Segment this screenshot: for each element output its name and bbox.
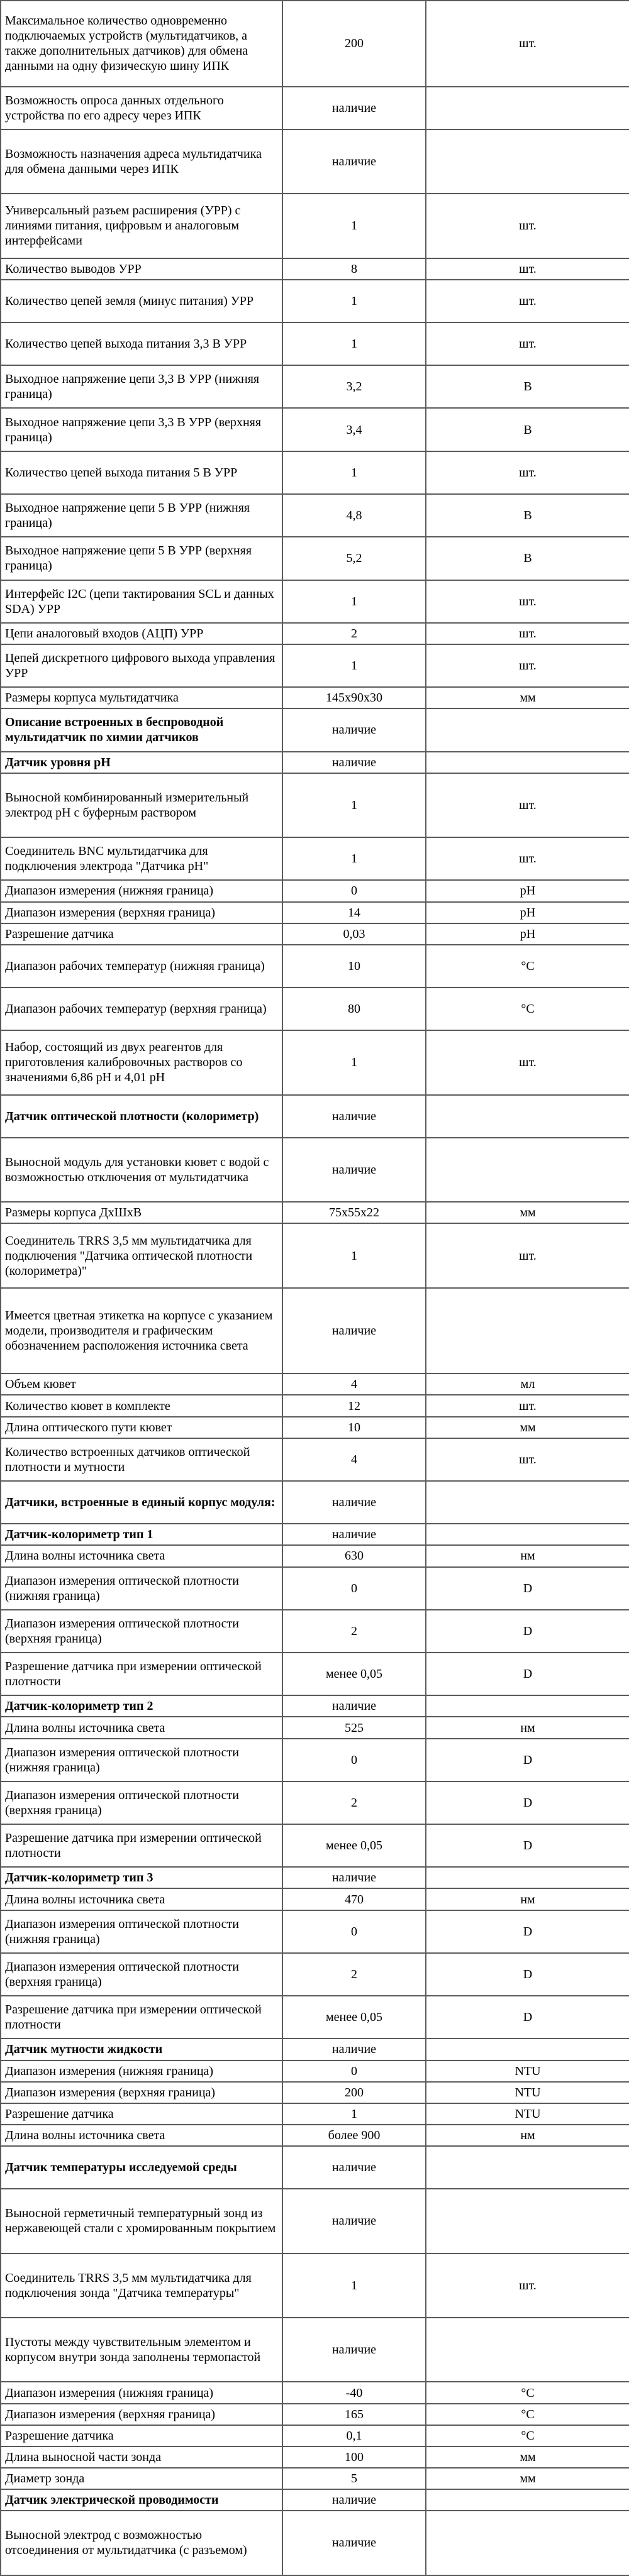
parameter-name-cell: Диапазон измерения оптической плотности (верхняя граница) [1,1610,282,1653]
parameter-unit-cell: В [426,494,629,537]
parameter-value-cell: наличие [282,1481,426,1524]
parameter-value-cell: 1 [282,1223,426,1287]
parameter-name-cell: Диапазон измерения оптической плотности (нижняя граница) [1,1910,282,1953]
parameter-name-cell: Количество кювет в комплекте [1,1395,282,1416]
parameter-name-cell: Цепи аналоговый входов (АЦП) УРР [1,623,282,644]
parameter-name-cell: Длина волны источника света [1,2125,282,2146]
parameter-unit-cell: нм [426,2125,629,2146]
parameter-unit-cell: D [426,1996,629,2039]
parameter-value-cell: 1 [282,1030,426,1094]
table-row [1,280,629,322]
parameter-name-cell: Диапазон измерения (верхняя граница) [1,2404,282,2425]
table-row [1,1781,629,1824]
parameter-unit-cell [426,708,629,751]
parameter-unit-cell: нм [426,1888,629,1910]
parameter-unit-cell: pH [426,880,629,901]
parameter-name-cell: Выносной комбинированный измерительный электрод pH с буферным раствором [1,773,282,837]
parameter-value-cell: 2 [282,623,426,644]
table-row [1,1030,629,1094]
table-row [1,1996,629,2039]
parameter-value-cell: 3,4 [282,408,426,451]
parameter-value-cell: 4 [282,1373,426,1395]
parameter-unit-cell: D [426,1739,629,1781]
parameter-value-cell: 630 [282,1545,426,1566]
parameter-unit-cell: D [426,1610,629,1653]
parameter-unit-cell [426,2039,629,2060]
parameter-value-cell: менее 0,05 [282,1824,426,1867]
parameter-value-cell: 1 [282,2103,426,2125]
parameter-value-cell: 3,2 [282,365,426,408]
parameter-unit-cell [426,2489,629,2511]
parameter-unit-cell: шт. [426,623,629,644]
table-row [1,945,629,988]
table-row [1,923,629,945]
parameter-unit-cell: NTU [426,2061,629,2082]
parameter-unit-cell [426,87,629,129]
parameter-value-cell: 1 [282,194,426,258]
parameter-unit-cell: NTU [426,2082,629,2103]
parameter-unit-cell: °C [426,2382,629,2403]
parameter-name-cell: Датчик уровня pH [1,752,282,773]
parameter-unit-cell: шт. [426,1395,629,1416]
table-row [1,2382,629,2403]
parameter-unit-cell: шт. [426,1,629,87]
table-row [1,1953,629,1996]
table-row [1,1888,629,1910]
parameter-name-cell: Количество цепей выхода питания 5 В УРР [1,451,282,494]
parameter-unit-cell: °C [426,945,629,988]
parameter-unit-cell: В [426,408,629,451]
table-row [1,1438,629,1481]
parameter-value-cell: наличие [282,129,426,194]
table-row [1,258,629,280]
parameter-value-cell: менее 0,05 [282,1996,426,2039]
table-row [1,2468,629,2489]
parameter-name-cell: Размеры корпуса ДхШхВ [1,1202,282,1223]
parameter-value-cell: 80 [282,988,426,1030]
parameter-unit-cell: D [426,1653,629,1695]
parameter-unit-cell [426,1095,629,1138]
parameter-unit-cell: шт. [426,322,629,365]
parameter-unit-cell: шт. [426,451,629,494]
parameter-unit-cell [426,2189,629,2253]
parameter-value-cell: наличие [282,87,426,129]
parameter-unit-cell [426,1138,629,1202]
parameter-name-cell: Возможность опроса данных отдельного устройства по его адресу через ИПК [1,87,282,129]
table-row [1,1395,629,1416]
parameter-name-cell: Диапазон измерения оптической плотности (верхняя граница) [1,1953,282,1996]
parameter-unit-cell: мм [426,1202,629,1223]
parameter-name-cell: Датчики, встроенные в единый корпус модуля: [1,1481,282,1524]
parameter-unit-cell [426,752,629,773]
parameter-unit-cell: мм [426,1417,629,1438]
parameter-name-cell: Соединитель TRRS 3,5 мм мультидатчика для подключения "Датчика оптической плотности (колориметра)" [1,1223,282,1287]
parameter-value-cell: более 900 [282,2125,426,2146]
parameter-unit-cell: шт. [426,1030,629,1094]
parameter-value-cell: 10 [282,945,426,988]
parameter-name-cell: Объем кювет [1,1373,282,1395]
parameter-value-cell: наличие [282,1695,426,1717]
parameter-value-cell: 1 [282,322,426,365]
parameter-name-cell: Датчик мутности жидкости [1,2039,282,2060]
table-row [1,2061,629,2082]
table-row [1,87,629,129]
section-header-row [1,1867,629,1888]
parameter-unit-cell: мм [426,2468,629,2489]
parameter-unit-cell: °C [426,2425,629,2447]
table-row [1,2103,629,2125]
spec-table-body [1,1,629,2575]
table-row [1,322,629,365]
parameter-unit-cell: D [426,1781,629,1824]
parameter-name-cell: Разрешение датчика при измерении оптической плотности [1,1824,282,1867]
parameter-unit-cell: NTU [426,2103,629,2125]
parameter-unit-cell [426,1867,629,1888]
table-row [1,2189,629,2253]
section-header-row [1,1095,629,1138]
table-row [1,2318,629,2382]
parameter-name-cell: Выходное напряжение цепи 3,3 В УРР (нижняя граница) [1,365,282,408]
table-row [1,537,629,580]
parameter-name-cell: Диапазон измерения (нижняя граница) [1,2061,282,2082]
parameter-name-cell: Количество встроенных датчиков оптической плотности и мутности [1,1438,282,1481]
parameter-name-cell: Датчик-колориметр тип 1 [1,1524,282,1545]
parameter-value-cell: наличие [282,2511,426,2575]
parameter-unit-cell: шт. [426,580,629,623]
parameter-value-cell: наличие [282,1288,426,1374]
section-header-row [1,1481,629,1524]
parameter-unit-cell: шт. [426,258,629,280]
parameter-unit-cell: нм [426,1545,629,1566]
table-row [1,880,629,901]
parameter-value-cell: 1 [282,773,426,837]
parameter-value-cell: 0,03 [282,923,426,945]
parameter-unit-cell: шт. [426,773,629,837]
parameter-unit-cell: шт. [426,837,629,880]
parameter-unit-cell: В [426,537,629,580]
parameter-name-cell: Пустоты между чувствительным элементом и корпусом внутри зонда заполнены термопастой [1,2318,282,2382]
parameter-unit-cell: шт. [426,280,629,322]
table-row [1,1653,629,1695]
parameter-name-cell: Разрешение датчика [1,923,282,945]
parameter-value-cell: 1 [282,580,426,623]
parameter-name-cell: Диаметр зонда [1,2468,282,2489]
table-row [1,1138,629,1202]
parameter-name-cell: Датчик электрической проводимости [1,2489,282,2511]
parameter-value-cell: 0 [282,1567,426,1610]
parameter-unit-cell: °C [426,988,629,1030]
section-header-row [1,2489,629,2511]
table-row [1,1223,629,1287]
parameter-value-cell: наличие [282,1524,426,1545]
table-row [1,1288,629,1374]
parameter-name-cell: Выносной электрод с возможностью отсоединения от мультидатчика (с разъемом) [1,2511,282,2575]
section-header-row [1,2039,629,2060]
table-row [1,687,629,708]
parameter-name-cell: Выходное напряжение цепи 5 В УРР (нижняя граница) [1,494,282,537]
parameter-unit-cell: шт. [426,1438,629,1481]
parameter-value-cell: наличие [282,1138,426,1202]
parameter-name-cell: Разрешение датчика [1,2425,282,2447]
parameter-name-cell: Диапазон измерения оптической плотности (нижняя граница) [1,1567,282,1610]
parameter-name-cell: Диапазон измерения (нижняя граница) [1,880,282,901]
parameter-value-cell: 1 [282,280,426,322]
table-row [1,1,629,87]
parameter-value-cell: 75х55х22 [282,1202,426,1223]
section-header-row [1,2146,629,2189]
parameter-name-cell: Интерфейс I2C (цепи тактирования SCL и данных SDA) УРР [1,580,282,623]
table-row [1,494,629,537]
parameter-value-cell: наличие [282,752,426,773]
parameter-unit-cell [426,2146,629,2189]
parameter-name-cell: Длина волны источника света [1,1888,282,1910]
parameter-unit-cell [426,1481,629,1524]
table-row [1,2511,629,2575]
table-row [1,1373,629,1395]
table-row [1,451,629,494]
table-row [1,1567,629,1610]
parameter-unit-cell: D [426,1953,629,1996]
parameter-name-cell: Соединитель BNC мультидатчика для подключения электрода "Датчика pH" [1,837,282,880]
parameter-name-cell: Описание встроенных в беспроводной мультидатчик по химии датчиков [1,708,282,751]
parameter-unit-cell: pH [426,902,629,923]
parameter-value-cell: 10 [282,1417,426,1438]
parameter-value-cell: 525 [282,1717,426,1738]
parameter-value-cell: 1 [282,644,426,687]
parameter-name-cell: Разрешение датчика [1,2103,282,2125]
table-row [1,644,629,687]
parameter-value-cell: наличие [282,2489,426,2511]
parameter-value-cell: 0,1 [282,2425,426,2447]
parameter-unit-cell [426,129,629,194]
parameter-name-cell: Разрешение датчика при измерении оптической плотности [1,1653,282,1695]
table-row [1,1717,629,1738]
parameter-unit-cell: D [426,1824,629,1867]
parameter-name-cell: Диапазон измерения оптической плотности (нижняя граница) [1,1739,282,1781]
parameter-unit-cell [426,1695,629,1717]
table-row [1,988,629,1030]
parameter-unit-cell [426,2511,629,2575]
parameter-unit-cell: °C [426,2404,629,2425]
table-row [1,1739,629,1781]
parameter-value-cell: наличие [282,2146,426,2189]
parameter-value-cell: 0 [282,2061,426,2082]
parameter-name-cell: Диапазон измерения (нижняя граница) [1,2382,282,2403]
parameter-name-cell: Диапазон рабочих температур (верхняя граница) [1,988,282,1030]
table-row [1,2447,629,2468]
parameter-name-cell: Датчик оптической плотности (колориметр) [1,1095,282,1138]
parameter-name-cell: Разрешение датчика при измерении оптической плотности [1,1996,282,2039]
parameter-name-cell: Диапазон измерения (верхняя граница) [1,2082,282,2103]
parameter-name-cell: Выходное напряжение цепи 5 В УРР (верхняя граница) [1,537,282,580]
parameter-name-cell: Длина волны источника света [1,1545,282,1566]
parameter-name-cell: Выносной модуль для установки кювет с водой с возможностью отключения от мультидатчика [1,1138,282,1202]
parameter-name-cell: Количество цепей выхода питания 3,3 В УРР [1,322,282,365]
parameter-value-cell: 145х90х30 [282,687,426,708]
parameter-name-cell: Датчик-колориметр тип 3 [1,1867,282,1888]
section-header-row [1,1695,629,1717]
parameter-name-cell: Максимальное количество одновременно подключаемых устройств (мультидатчиков, а также дополнительных датчиков) для обмена данными на одну физическую шину ИПК [1,1,282,87]
parameter-value-cell: наличие [282,2189,426,2253]
table-row [1,194,629,258]
parameter-value-cell: 1 [282,837,426,880]
parameter-unit-cell: мм [426,2447,629,2468]
parameter-unit-cell: шт. [426,644,629,687]
parameter-value-cell: 165 [282,2404,426,2425]
table-row [1,129,629,194]
parameter-name-cell: Датчик температуры исследуемой среды [1,2146,282,2189]
parameter-value-cell: 1 [282,2254,426,2318]
parameter-unit-cell: D [426,1910,629,1953]
parameter-unit-cell: мл [426,1373,629,1395]
table-row [1,1824,629,1867]
section-header-row [1,1524,629,1545]
table-row [1,1202,629,1223]
table-row [1,2125,629,2146]
parameter-unit-cell: нм [426,1717,629,1738]
parameter-name-cell: Длина волны источника света [1,1717,282,1738]
parameter-value-cell: 100 [282,2447,426,2468]
parameter-value-cell: 4 [282,1438,426,1481]
table-row [1,1910,629,1953]
parameter-name-cell: Диапазон измерения (верхняя граница) [1,902,282,923]
parameter-value-cell: 0 [282,880,426,901]
parameter-name-cell: Выносной герметичный температурный зонд из нержавеющей стали с хромированным покрытием [1,2189,282,2253]
parameter-value-cell: 2 [282,1781,426,1824]
parameter-value-cell: наличие [282,708,426,751]
parameter-value-cell: 14 [282,902,426,923]
parameter-unit-cell: шт. [426,194,629,258]
parameter-value-cell: менее 0,05 [282,1653,426,1695]
parameter-unit-cell: D [426,1567,629,1610]
parameter-value-cell: 1 [282,451,426,494]
parameter-value-cell: 0 [282,1739,426,1781]
parameter-unit-cell: шт. [426,1223,629,1287]
parameter-name-cell: Размеры корпуса мультидатчика [1,687,282,708]
parameter-value-cell: 2 [282,1953,426,1996]
table-row [1,2425,629,2447]
parameter-value-cell: 4,8 [282,494,426,537]
parameter-name-cell: Цепей дискретного цифрового выхода управления УРР [1,644,282,687]
parameter-value-cell: 8 [282,258,426,280]
parameter-value-cell: наличие [282,2039,426,2060]
table-row [1,2082,629,2103]
parameter-name-cell: Диапазон рабочих температур (нижняя граница) [1,945,282,988]
parameter-name-cell: Датчик-колориметр тип 2 [1,1695,282,1717]
parameter-value-cell: наличие [282,2318,426,2382]
parameter-value-cell: наличие [282,1867,426,1888]
parameter-name-cell: Выходное напряжение цепи 3,3 В УРР (верхняя граница) [1,408,282,451]
parameter-value-cell: 5,2 [282,537,426,580]
parameter-name-cell: Длина выносной части зонда [1,2447,282,2468]
table-row [1,837,629,880]
parameter-value-cell: 200 [282,1,426,87]
table-row [1,773,629,837]
parameter-name-cell: Имеется цветная этикетка на корпусе с указанием модели, производителя и графическим обозначением расположения источника света [1,1288,282,1374]
section-header-row [1,708,629,751]
table-row [1,2404,629,2425]
table-row [1,1545,629,1566]
parameter-name-cell: Длина оптического пути кювет [1,1417,282,1438]
parameter-value-cell: 470 [282,1888,426,1910]
parameter-name-cell: Соединитель TRRS 3,5 мм мультидатчика для подключения зонда "Датчика температуры" [1,2254,282,2318]
parameter-name-cell: Диапазон измерения оптической плотности (верхняя граница) [1,1781,282,1824]
table-row [1,2254,629,2318]
table-row [1,365,629,408]
section-header-row [1,752,629,773]
parameter-value-cell: 200 [282,2082,426,2103]
parameter-value-cell: 0 [282,1910,426,1953]
parameter-unit-cell: мм [426,687,629,708]
table-row [1,408,629,451]
parameter-unit-cell [426,1524,629,1545]
parameter-unit-cell [426,1288,629,1374]
table-row [1,623,629,644]
table-row [1,580,629,623]
parameter-name-cell: Набор, состоящий из двух реагентов для приготовления калибровочных растворов со значениями 6,86 pH и 4,01 pH [1,1030,282,1094]
parameter-name-cell: Количество цепей земля (минус питания) УРР [1,280,282,322]
parameter-value-cell: -40 [282,2382,426,2403]
parameter-unit-cell: pH [426,923,629,945]
parameter-name-cell: Количество выводов УРР [1,258,282,280]
table-row [1,902,629,923]
parameter-value-cell: 12 [282,1395,426,1416]
parameter-name-cell: Универсальный разъем расширения (УРР) с линиями питания, цифровым и аналоговым интерфейсами [1,194,282,258]
parameter-unit-cell: шт. [426,2254,629,2318]
parameter-value-cell: 2 [282,1610,426,1653]
parameter-unit-cell [426,2318,629,2382]
parameter-name-cell: Возможность назначения адреса мультидатчика для обмена данными через ИПК [1,129,282,194]
parameter-unit-cell: В [426,365,629,408]
parameter-value-cell: наличие [282,1095,426,1138]
table-row [1,1417,629,1438]
parameter-value-cell: 5 [282,2468,426,2489]
table-row [1,1610,629,1653]
